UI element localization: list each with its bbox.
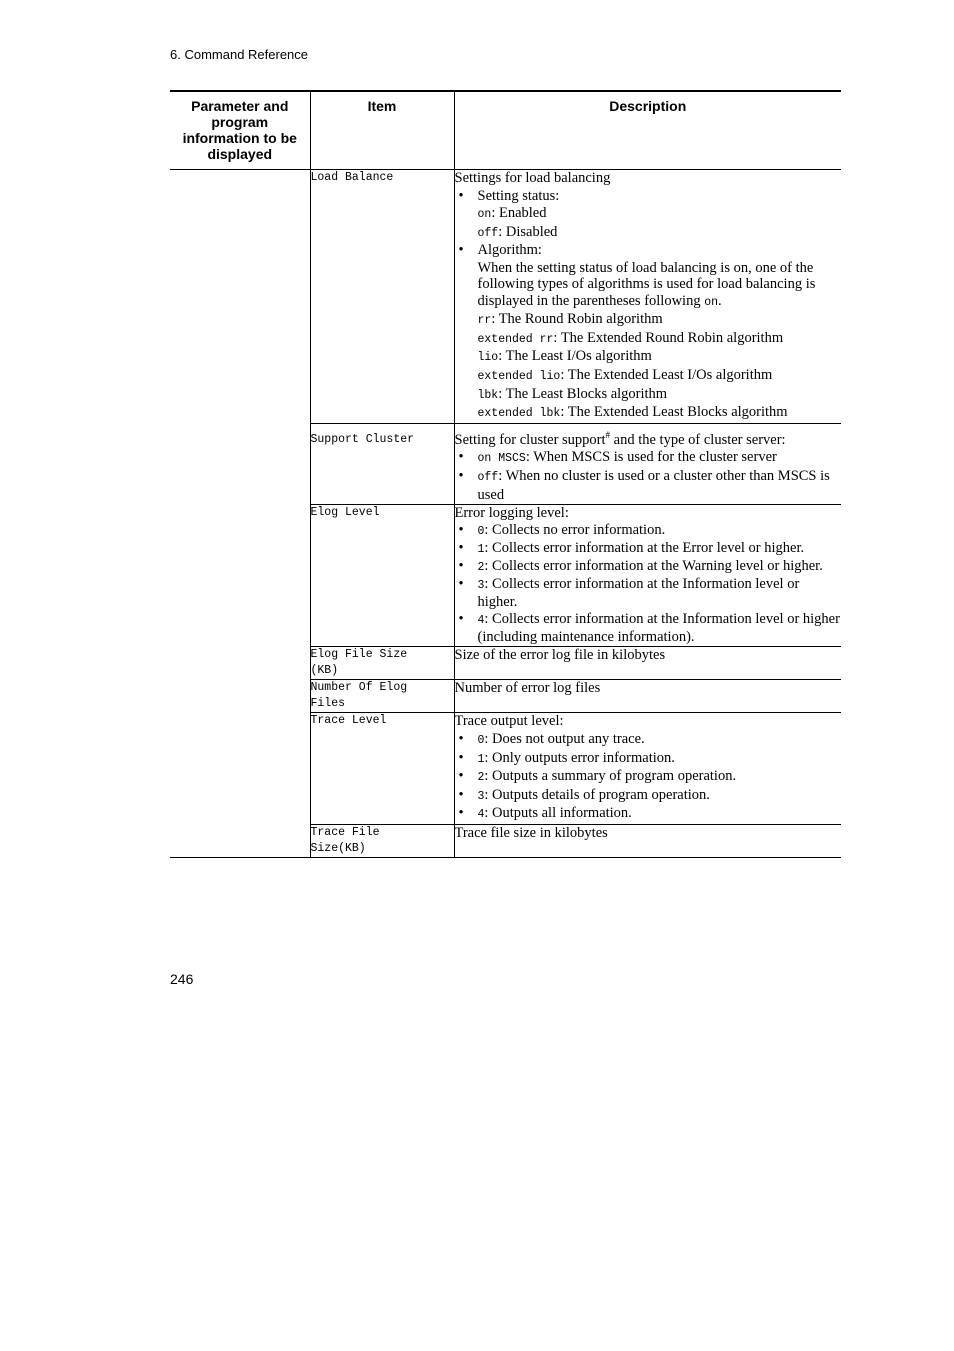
item-cell: Support Cluster [310,423,454,504]
parameter-cell [170,170,310,858]
list-item: • Setting status: [458,187,560,204]
parameter-table [170,90,841,858]
list-item: • on MSCS: When MSCS is used for the cluster server [458,449,777,466]
running-header: 6. Command Reference [170,47,309,62]
description-cell: Error logging level: • 0: Collects no error information. • 1: Collects error information at the Error level or higher. • 2: Collects error information at the Warning level or higher. • 3: Collects error information at the Information level or higher. • 4: Collects error information at the Information level or higher (including maintenance information). [454,504,840,646]
column-header-description: Description [454,91,841,170]
column-header-parameter: Parameter and program information to be displayed [170,91,310,170]
list-item: • 0: Does not output any trace. [458,730,645,747]
item-cell: Elog File Size (KB) [310,647,454,680]
list-item: • 4: Collects error information at the Information level or higher (including maintenance information). [458,611,840,646]
list-item: • 4: Outputs all information. [458,805,632,822]
item-cell: Elog Level [310,504,454,647]
list-item: • 3: Collects error information at the Information level or higher. [458,576,800,611]
description-cell: Trace file size in kilobytes [454,824,841,857]
list-item: • 1: Only outputs error information. [458,749,675,766]
description-cell: Trace output level: • 0: Does not output any trace. • 1: Only outputs error information. • 2: Outputs a summary of program operation. • 3: Outputs details of program operation. • 4: Outputs all information. [454,713,841,825]
list-item: • Algorithm: [458,242,542,259]
list-item: • 2: Collects error information at the Warning level or higher. [458,558,823,575]
description-cell: Setting for cluster support# and the type of cluster server: • on MSCS: When MSCS is used for the cluster server • off: When no cluster is used or a cluster other than MSCS is used [454,423,841,504]
item-cell: Trace Level [310,713,454,825]
list-item: • 0: Collects no error information. [458,522,666,539]
page-number: 246 [170,971,194,987]
table-header-row [170,91,841,170]
description-cell: Number of error log files [454,680,841,713]
table-row [170,170,841,424]
list-item: • 1: Collects error information at the Error level or higher. [458,540,805,557]
description-cell: Size of the error log file in kilobytes [454,647,841,680]
list-item: • 2: Outputs a summary of program operation. [458,768,737,785]
column-header-item: Item [310,91,454,170]
list-item: • 3: Outputs details of program operation. [458,786,710,803]
description-cell: Settings for load balancing • Setting status: on: Enabled off: Disabled • Algorithm: When the setting status of load balancing is on, one of the following types of algorithms is used for load balancing is displayed in the parentheses following on. rr: The Round Robin algorithm extended rr: The Extended Round Robin algorithm lio: The Least I/Os algorithm extended lio: The Extended Least I/Os algorithm lbk: The Least Blocks algorithm extended lbk: The Extended Least Blocks algorithm [454,170,841,424]
list-item: • off: When no cluster is used or a cluster other than MSCS is used [458,468,830,503]
item-cell: Trace File Size(KB) [310,824,454,857]
item-cell: Number Of Elog Files [310,680,454,713]
item-cell: Load Balance [310,170,454,424]
